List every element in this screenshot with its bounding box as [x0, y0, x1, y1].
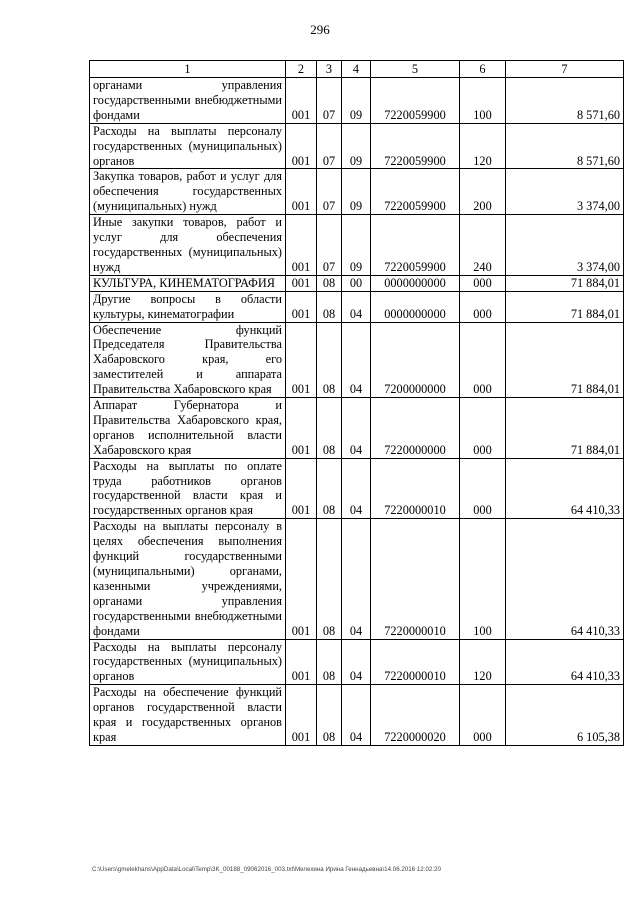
- row-amount-cell: 6 105,38: [506, 685, 624, 746]
- row-amount-cell: 71 884,01: [506, 322, 624, 398]
- row-section-cell: 08: [317, 398, 342, 459]
- row-target-article-cell: 7220000010: [371, 458, 460, 519]
- row-amount-cell: 71 884,01: [506, 291, 624, 322]
- row-target-article-cell: 7220000020: [371, 685, 460, 746]
- row-target-article-cell: 7220059900: [371, 169, 460, 215]
- row-admin-code-cell: 001: [286, 322, 317, 398]
- table-row: [90, 123, 624, 169]
- row-subsection-cell: 00: [342, 275, 371, 291]
- row-name-cell: Расходы на выплаты персоналу в целях обеспечения выполнения функций государственными (муниципальными) органами, казенными учреждениями, органами управления государственными внебюджетными фондами: [90, 519, 286, 639]
- row-name-cell: органами управления государственными внебюджетными фондами: [90, 78, 286, 124]
- row-admin-code-cell: 001: [286, 398, 317, 459]
- row-section-cell: 08: [317, 291, 342, 322]
- header-col-2: 2: [286, 61, 317, 78]
- row-admin-code-cell: 001: [286, 169, 317, 215]
- budget-table: [89, 60, 624, 746]
- header-col-3: 3: [317, 61, 342, 78]
- row-name-cell: Другие вопросы в области культуры, кинематографии: [90, 291, 286, 322]
- row-target-article-cell: 7200000000: [371, 322, 460, 398]
- row-admin-code-cell: 001: [286, 639, 317, 685]
- row-section-cell: 08: [317, 458, 342, 519]
- row-expense-type-cell: 000: [460, 398, 506, 459]
- table-row: [90, 519, 624, 639]
- row-section-cell: 07: [317, 215, 342, 276]
- table-row: [90, 398, 624, 459]
- row-section-cell: 08: [317, 639, 342, 685]
- row-amount-cell: 64 410,33: [506, 458, 624, 519]
- row-expense-type-cell: 000: [460, 322, 506, 398]
- header-col-6: 6: [460, 61, 506, 78]
- row-amount-cell: 3 374,00: [506, 169, 624, 215]
- row-admin-code-cell: 001: [286, 685, 317, 746]
- row-admin-code-cell: 001: [286, 275, 317, 291]
- row-target-article-cell: 7220059900: [371, 78, 460, 124]
- table-row: [90, 275, 624, 291]
- row-admin-code-cell: 001: [286, 291, 317, 322]
- row-admin-code-cell: 001: [286, 458, 317, 519]
- file-path-footer: C:\Users\gmelekhans\AppData\Local\Temp\3K_00188_09062016_003.txt\Мелехина Ирина Геннадьевна\14.06.2016 12:02:20: [92, 866, 441, 873]
- header-col-4: 4: [342, 61, 371, 78]
- table-row: [90, 215, 624, 276]
- row-expense-type-cell: 100: [460, 519, 506, 639]
- table-row: [90, 291, 624, 322]
- row-expense-type-cell: 100: [460, 78, 506, 124]
- row-section-cell: 07: [317, 123, 342, 169]
- row-amount-cell: 71 884,01: [506, 275, 624, 291]
- row-target-article-cell: 7220000000: [371, 398, 460, 459]
- row-target-article-cell: 7220000010: [371, 639, 460, 685]
- row-subsection-cell: 04: [342, 398, 371, 459]
- row-subsection-cell: 04: [342, 291, 371, 322]
- row-expense-type-cell: 120: [460, 639, 506, 685]
- row-section-cell: 08: [317, 322, 342, 398]
- row-section-cell: 08: [317, 685, 342, 746]
- row-expense-type-cell: 000: [460, 291, 506, 322]
- row-name-cell: Обеспечение функций Председателя Правительства Хабаровского края, его заместителей и аппарата Правительства Хабаровского края: [90, 322, 286, 398]
- row-name-cell: Закупка товаров, работ и услуг для обеспечения государственных (муниципальных) нужд: [90, 169, 286, 215]
- row-amount-cell: 64 410,33: [506, 639, 624, 685]
- row-subsection-cell: 04: [342, 685, 371, 746]
- row-name-cell: Расходы на выплаты по оплате труда работников органов государственной власти края и государственных органов края: [90, 458, 286, 519]
- row-subsection-cell: 04: [342, 639, 371, 685]
- row-name-cell: Расходы на обеспечение функций органов государственной власти края и государственных органов края: [90, 685, 286, 746]
- header-col-5: 5: [371, 61, 460, 78]
- table-row: [90, 169, 624, 215]
- row-expense-type-cell: 000: [460, 685, 506, 746]
- header-col-7: 7: [506, 61, 624, 78]
- row-section-cell: 08: [317, 519, 342, 639]
- row-name-cell: Расходы на выплаты персоналу государственных (муниципальных) органов: [90, 639, 286, 685]
- table-row: [90, 685, 624, 746]
- table-row: [90, 322, 624, 398]
- table-row: [90, 78, 624, 124]
- row-subsection-cell: 09: [342, 215, 371, 276]
- row-amount-cell: 71 884,01: [506, 398, 624, 459]
- row-expense-type-cell: 240: [460, 215, 506, 276]
- row-name-cell: Расходы на выплаты персоналу государственных (муниципальных) органов: [90, 123, 286, 169]
- row-target-article-cell: 7220059900: [371, 123, 460, 169]
- row-admin-code-cell: 001: [286, 78, 317, 124]
- row-subsection-cell: 09: [342, 169, 371, 215]
- row-section-cell: 08: [317, 275, 342, 291]
- row-subsection-cell: 04: [342, 322, 371, 398]
- row-amount-cell: 8 571,60: [506, 78, 624, 124]
- row-name-cell: Иные закупки товаров, работ и услуг для обеспечения государственных (муниципальных) нужд: [90, 215, 286, 276]
- header-col-1: 1: [90, 61, 286, 78]
- row-name-cell: Аппарат Губернатора и Правительства Хабаровского края, органов исполнительной власти Хабаровского края: [90, 398, 286, 459]
- row-subsection-cell: 09: [342, 78, 371, 124]
- row-amount-cell: 64 410,33: [506, 519, 624, 639]
- row-admin-code-cell: 001: [286, 215, 317, 276]
- row-section-cell: 07: [317, 169, 342, 215]
- row-admin-code-cell: 001: [286, 519, 317, 639]
- row-expense-type-cell: 000: [460, 275, 506, 291]
- row-target-article-cell: 0000000000: [371, 275, 460, 291]
- table-row: [90, 639, 624, 685]
- row-expense-type-cell: 120: [460, 123, 506, 169]
- row-subsection-cell: 04: [342, 458, 371, 519]
- table-row: [90, 458, 624, 519]
- row-amount-cell: 8 571,60: [506, 123, 624, 169]
- row-expense-type-cell: 000: [460, 458, 506, 519]
- row-amount-cell: 3 374,00: [506, 215, 624, 276]
- table-header-row: [90, 61, 624, 78]
- page-number: 296: [310, 22, 330, 37]
- row-expense-type-cell: 200: [460, 169, 506, 215]
- row-admin-code-cell: 001: [286, 123, 317, 169]
- row-name-cell: КУЛЬТУРА, КИНЕМАТОГРАФИЯ: [90, 275, 286, 291]
- row-section-cell: 07: [317, 78, 342, 124]
- row-subsection-cell: 04: [342, 519, 371, 639]
- row-target-article-cell: 7220059900: [371, 215, 460, 276]
- row-target-article-cell: 0000000000: [371, 291, 460, 322]
- row-target-article-cell: 7220000010: [371, 519, 460, 639]
- row-subsection-cell: 09: [342, 123, 371, 169]
